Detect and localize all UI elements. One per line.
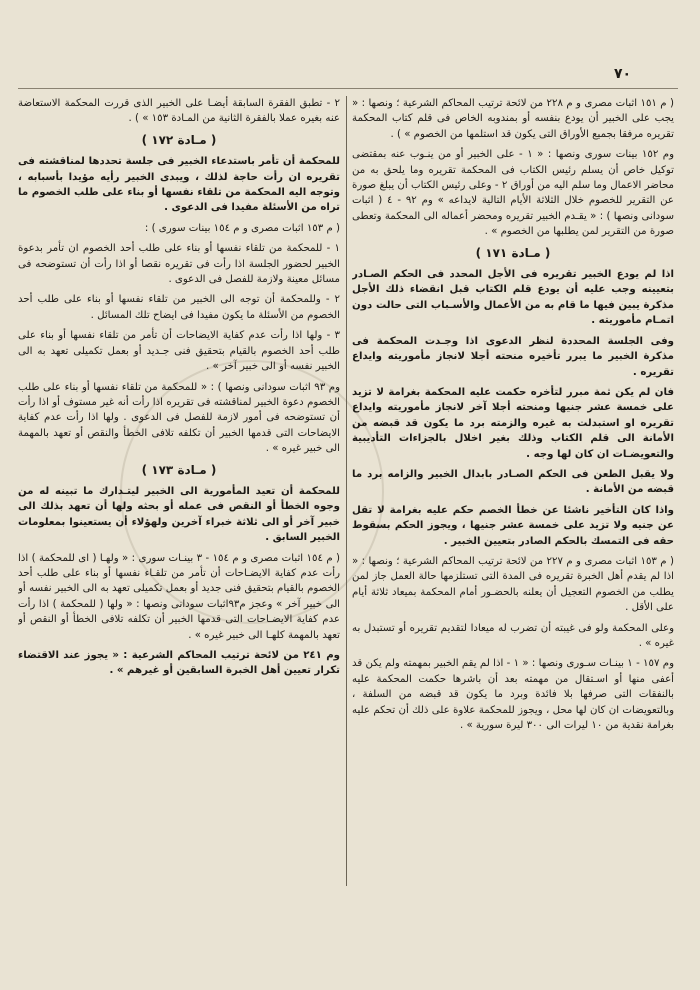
article-text: للمحكمة أن تعيد المأمورية الى الخبير ليتـدارك ما تبينه له من وجوه الخطأ أو النقص فى عمله أو بحثه ولها أن تعهد بذلك الى خبير آخر أو الى ثلاثة خبراء آخرين ولهؤلاء أن يستعينوا بمعلومات الخبير السابق . (18, 485, 340, 544)
left-column (18, 96, 340, 956)
paragraph: ٢ - وللمحكمة أن توجه الى الخبير من تلقاء نفسها أو بناء على طلب أحد الخصوم من الأسئلة ما يكون مفيدا فى ايضاح تلك المسائل . (18, 294, 340, 321)
header-rule (18, 88, 678, 89)
article-text: ولا يقبل الطعن فى الحكم الصـادر بابدال الخبير والزامه برد ما قبضه من الأمانة . (352, 468, 674, 496)
paragraph: ( م ١٥٣ اثبات مصرى و م ٢٢٧ من لائحة ترتيب المحاكم الشرعية ؛ ونصها : « اذا لم يقدم أهل الخبرة تقريره فى المدة التى تستلزمها حالة العمل جاز لمن يطلب من الخصوم التعجيل أن يعلنه بالحضـور أمام المحكمة بميعاد ثلاثة أيام على الأقل . (352, 555, 674, 614)
paragraph: ٣ - ولها اذا رأت عدم كفاية الايضاحات أن تأمر من تلقاء نفسها أو بناء على طلب أحد الخصوم بالقيام بتحقيق فنى جـديد أو بعمل تكميلى تعهد به الى الخبير نفسه أو الى خبير آخر » . (18, 330, 340, 373)
column-divider (346, 96, 347, 886)
article-text: اذا لم يودع الخبير تقريره فى الأجل المحدد فى الحكم الصـادر بتعيينه وجب عليه أن يودع قلم الكتاب قبل انقضاء ذلك الأجل مذكرة يبين فيها ما قام به من الأعمال والأسـباب التى حالت دون اتمـام مأموريته . (352, 269, 674, 327)
article-heading: ( مـادة ١٧٢ ) (141, 132, 217, 147)
article-heading: ( مـادة ١٧١ ) (475, 245, 551, 260)
paragraph: وعلى المحكمة ولو فى غيبته أن تضرب له ميعادا لتقديم تقريره أو تستبدل به غيره » . (352, 622, 674, 649)
article-text: وفى الجلسة المحددة لنظر الدعوى اذا وجـدت المحكمة فى مذكرة الخبير ما يبرر تأخيره منحته أجلا لانجاز مأموريته وايداع تقريره . (352, 335, 674, 378)
paragraph: وم ٩٣ اثبات سودانى ونصها ) : « للمحكمة من تلقاء نفسها أو بناء على طلب الخصوم دعوة الخبير لمناقشته فى تقريره اذا رأت أنه غير مستوف أو اذا رأت أن تستوضحه فى أمور لازمة للفصل فى الدعوى . ولها اذا رأت عدم كفاية الايضاحات التى قدمها الخبير أن تكلفه تلافى الخطأ والنقص أو تعهد بالمهمة الى خبير غيره » . (18, 381, 340, 455)
article-text: للمحكمة أن تأمر باستدعاء الخبير فى جلسة تحددها لمناقشته فى تقريره ان رأت حاجة لذلك ، ويبدى الخبير رأيه مؤيدا بأسبابه ، وتوجه اليه المحكمة من تلقاء نفسها أو بناء على طلب الخصوم ما تراه من الأسئلة مفيدا فى الدعوى . (18, 156, 340, 214)
page-number: ٧٠ (614, 66, 632, 82)
paragraph: ( م ١٥١ اثبات مصرى و م ٢٢٨ من لائحة ترتيب المحاكم الشرعية ؛ ونصها : « يجب على الخبير أن يودع بنفسه أو بمندوبه الخاص فى قلم كتاب المحكمة تقريره مرفقا بجميع الأوراق التى يكون قد استلمها من الخصوم » ) . (352, 98, 674, 140)
article-text: فان لم يكن ثمة مبرر لتأخره حكمت عليه المحكمة بغرامة لا تزيد على خمسة عشر جنيها ومنحته أجلا آخر لانجاز مأموريته وايداع تقريره او استبدلت به غيره والزمته برد ما يكون قد قبضه من الأمانة الى قلم الكتاب وذلك بغير اخلال بالجزاءات التأديبية والتعويضـات ان كان لها وجه . (352, 386, 674, 460)
article-heading: ( مـادة ١٧٣ ) (141, 462, 217, 477)
paragraph: وم ١٥٧ - ١ بينـات سـورى ونصها : « ١ - اذا لم يقم الخبير بمهمته ولم يكن قد أعفى منها أو اسـتقال من مهمته بعد أن باشرها حكمت المحكمة عليه بالنفقات التى صرفها بلا فائدة وبرد ما يكون قد قبضه من السلفة ، وبالتعويضات ان كان لها محل ، ويجوز للمحكمة علاوة على ذلك أن تحكم عليه بغرامة نقدية من ١٠ ليرات الى ٣٠٠ ليرة سورية » . (352, 658, 674, 732)
paragraph: ( م ١٥٣ اثبات مصرى و م ١٥٤ بينات سورى ) : (144, 222, 340, 234)
paragraph: وم ٢٤١ من لائحة ترتيب المحاكم الشرعية : « يجوز عند الاقتضاء تكرار تعيين أهل الخبرة السابقين أو غيرهم » . (18, 650, 340, 677)
paragraph: ١ - للمحكمة من تلقاء نفسها أو بناء على طلب أحد الخصوم ان تأمر بدعوة الخبير لحضور الجلسة اذا رأت فى تقريره نقصا أو اذا رأت أن تستوضحه فى مسائل معينة ولازمة للفصل فى الدعوى . (18, 243, 340, 286)
paragraph: ( م ١٥٤ اثبات مصرى و م ١٥٤ - ٣ بينـات سورى : « ولهـا ( اى للمحكمة ) اذا رأت عدم كفاية الايضـاحات أن تأمر من تلقـاء نفسها أو بناء على طلب أحد الخصوم بالقيام بتحقيق فنى جديد أو بعمل تكميلى تعهد به الى الخبير نفسه أو الى خبير آخر » وعجز م٩٣اثبات سودانى ونصها : « ولها ( للمحكمة ) اذا رأت عدم كفاية الايضـاحات التى قدمها الخبير أن تكلفه تلافى الخطأ أو النقص أو تعهد بالمهمة كلهـا الى خبير غيره » . (18, 552, 340, 641)
article-text: واذا كان التأخير ناشئا عن خطأ الخصم حكم عليه بغرامة لا تقل عن جنيه ولا تزيد على خمسة عشر جنيها ، ويجوز الحكم بسقوط حقه فى التمسك بالحكم الصادر بتعيين الخبير . (352, 504, 674, 547)
right-column (352, 96, 674, 956)
paragraph: ٢ - تطبق الفقرة السابقة أيضـا على الخبير الذى قررت المحكمة الاستعاضة عنه بغيره عملا بالفقرة الثانية من المـادة ١٥٣ » ) . (18, 98, 340, 125)
paragraph: وم ١٥٢ بينات سورى ونصها : « ١ - على الخبير أو من ينـوب عنه بمقتضى توكيل خاص أن يسلم رئيس الكتاب فى المحكمة تقريره وما يلحق به من محاضر الاعمال وما سلم اليه من أوراق ٢ - وعلى رئيس الكتاب أن يبلغ صورة عن التقرير للخصوم خلال الثلاثة الأيام التالية لايداعه » وم ٩٢ - ٤ ( اثبات سودانى ونصها ) : « يقـدم الخبير تقريره ومحضر أعماله الى المحكمة وتعطى صورة من التقرير لمن يطلبها من الخصوم » . (352, 149, 674, 238)
